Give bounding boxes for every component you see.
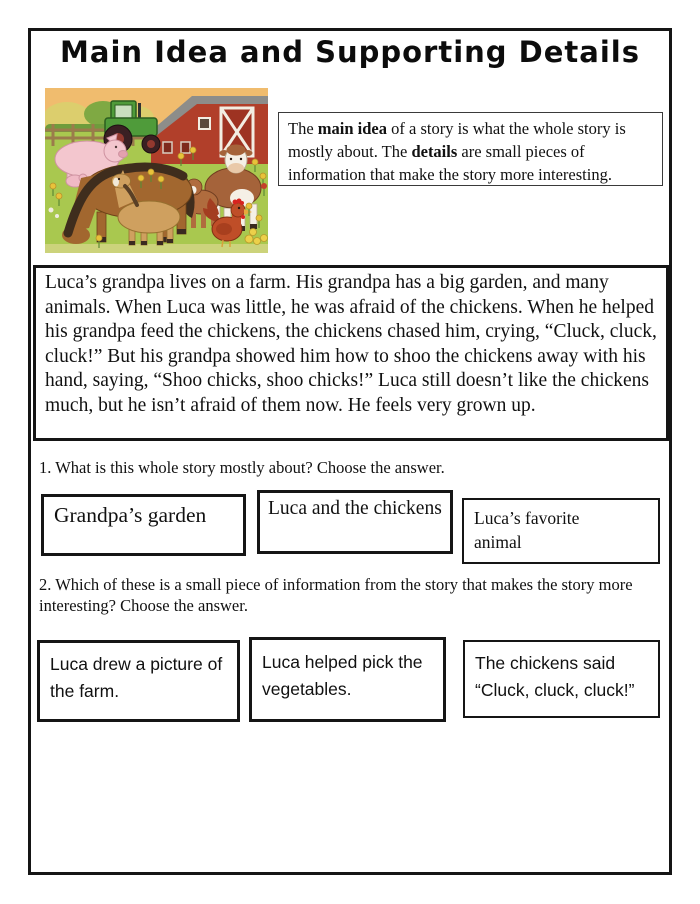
- farm-illustration: [45, 88, 268, 253]
- q1-choice-luca-and-chickens[interactable]: [257, 490, 453, 554]
- definition-bold-main-idea: main idea: [317, 119, 387, 138]
- question-2-prompt: 2. Which of these is a small piece of information from the story that makes the story more interesting? Choose the answer.: [39, 575, 633, 615]
- q2-choice-picked-vegetables[interactable]: [249, 637, 446, 722]
- q2-choice-3-label: The chickens said “Cluck, cluck, cluck!”: [475, 653, 635, 700]
- path: [45, 244, 268, 253]
- definition-box: [278, 112, 663, 186]
- q1-choice-lucas-favorite-animal[interactable]: [462, 498, 660, 564]
- definition-text-1: The: [288, 119, 318, 138]
- q2-choice-drew-picture[interactable]: [37, 640, 240, 722]
- definition-text-3: are small pieces of information that make the story more interesting.: [288, 142, 612, 184]
- story-box: [33, 265, 669, 441]
- q1-choice-2-label: Luca and the chickens: [268, 498, 442, 519]
- q2-choice-2-label: Luca helped pick the vegetables.: [262, 652, 423, 699]
- q2-choice-1-label: Luca drew a picture of the farm.: [50, 654, 223, 701]
- q2-choice-chickens-said-cluck[interactable]: [463, 640, 660, 718]
- worksheet-page: [28, 28, 672, 875]
- q1-choice-grandpas-garden[interactable]: [41, 494, 246, 556]
- q1-choice-1-label: Grandpa’s garden: [54, 503, 207, 527]
- definition-text-2: of a story is what the whole story is mostly about. The: [288, 119, 626, 161]
- story-text: Luca’s grandpa lives on a farm. His grandpa has a big garden, and many animals. When Luca was little, he was afraid of the chickens. When he helped his grandpa feed the chickens, the chickens chased him, crying, “Cluck, cluck, cluck!” But his grandpa showed him how to shoo the chickens away with his hand, saying, “Shoo chicks, shoo chicks!” Luca still doesn’t like the chickens much, but he isn’t afraid of them now. He feels very grown up.: [45, 272, 657, 416]
- page-title: Main Idea and Supporting Details: [60, 35, 640, 69]
- question-1-prompt: 1. What is this whole story mostly about? Choose the answer.: [39, 458, 445, 477]
- definition-bold-details: details: [411, 142, 458, 161]
- q1-choice-3-label: Luca’s favorite animal: [474, 508, 580, 552]
